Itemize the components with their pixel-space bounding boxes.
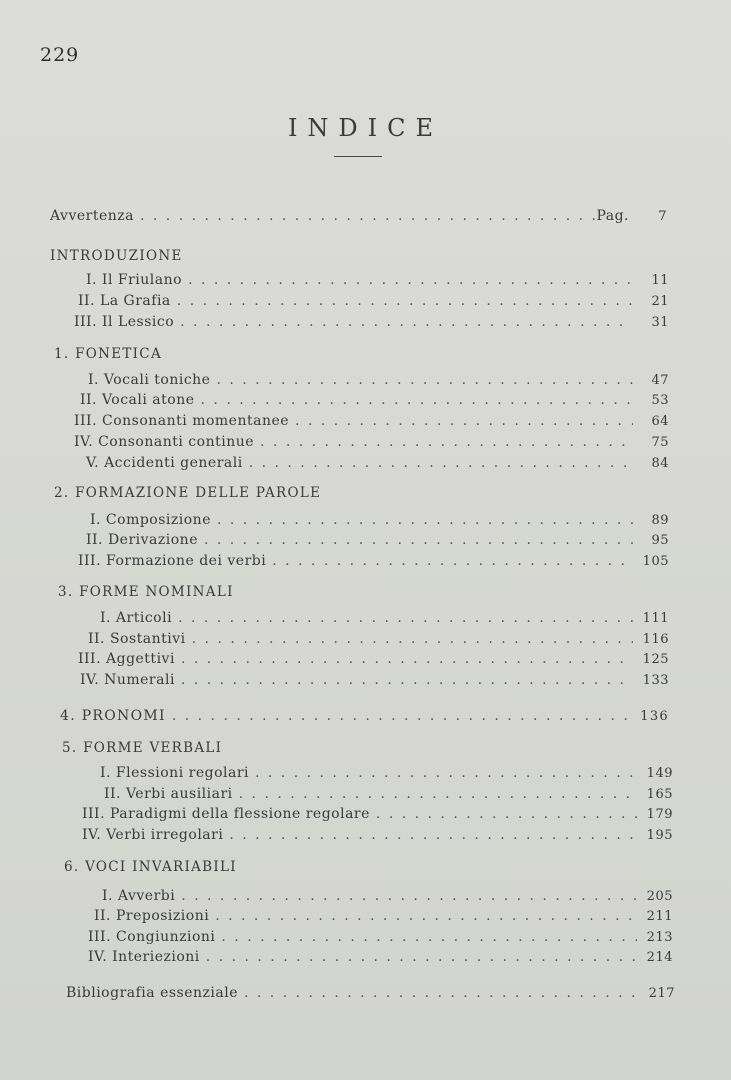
toc-entry-page: 95: [651, 533, 669, 548]
section-heading: 3. FORME NOMINALI: [58, 584, 234, 600]
toc-entry-page: 75: [651, 435, 669, 450]
dot-leader: [181, 672, 633, 688]
toc-entry-label: III. Paradigmi della flessione regolare: [82, 806, 370, 822]
section-heading: INTRODUZIONE: [50, 248, 183, 264]
toc-entry-page: 89: [651, 513, 669, 528]
dot-leader: [260, 434, 633, 450]
toc-entry-page: 149: [646, 766, 673, 781]
toc-entry-page: 211: [646, 909, 673, 924]
toc-entry-label: I. Avverbi: [102, 888, 176, 904]
toc-entry-bibliografia: [66, 985, 675, 1001]
dot-leader: [206, 949, 637, 965]
dot-leader: [239, 786, 637, 802]
toc-entry-label: III. Formazione dei verbi: [78, 553, 267, 569]
toc-entry-label: IV. Numerali: [80, 672, 175, 688]
toc-entry: [88, 631, 669, 647]
toc-entry-label: I. Articoli: [100, 610, 173, 626]
toc-entry-page: 214: [646, 950, 673, 965]
toc-entry-label: III. Aggettivi: [78, 651, 175, 667]
dot-leader: [272, 553, 633, 569]
dot-leader: [180, 314, 633, 330]
toc-entry-page: 105: [642, 554, 669, 569]
toc-entry-label: I. Composizione: [90, 512, 211, 528]
dot-leader: [181, 888, 637, 904]
toc-entry: [86, 272, 669, 288]
toc-entry-label: II. Preposizioni: [94, 908, 210, 924]
toc-entry: [74, 413, 669, 429]
toc-entry-page: 125: [642, 652, 669, 667]
toc-entry: [102, 888, 673, 904]
dot-leader: [192, 631, 633, 647]
toc-entry: [74, 314, 669, 330]
dot-leader: [172, 708, 633, 724]
toc-entry: [80, 672, 669, 688]
toc-entry-label: Bibliografia essenziale: [66, 985, 238, 1001]
toc-entry-label: II. Vocali atone: [80, 392, 195, 408]
toc-entry-page: 64: [651, 414, 669, 429]
toc-entry: [78, 293, 669, 309]
dot-leader: [249, 455, 633, 471]
dot-leader: [201, 392, 633, 408]
toc-entry-page: 195: [646, 828, 673, 843]
toc-entry-page: 53: [651, 393, 669, 408]
toc-entry: [86, 455, 669, 471]
toc-entry: [74, 434, 669, 450]
toc-entry-label: III. Congiunzioni: [88, 929, 216, 945]
toc-entry-label: II. Derivazione: [86, 532, 198, 548]
toc-entry: [86, 532, 669, 548]
toc-entry-page: 21: [651, 294, 669, 309]
dot-leader: [215, 908, 637, 924]
toc-entry: [88, 949, 673, 965]
toc-entry-label: IV. Interiezioni: [88, 949, 200, 965]
toc-entry-page: 116: [642, 632, 669, 647]
toc-entry-page: 136: [640, 709, 669, 724]
toc-entry-avvertenza: [50, 208, 667, 224]
dot-leader: [181, 651, 633, 667]
dot-leader: [376, 806, 637, 822]
toc-entry-page: 111: [642, 611, 669, 626]
toc-section-pronomi: [60, 708, 669, 724]
toc-entry: [104, 786, 673, 802]
toc-entry-page: 217: [648, 986, 675, 1001]
toc-entry-label: I. Il Friulano: [86, 272, 183, 288]
toc-entry-label: II. Verbi ausiliari: [104, 786, 233, 802]
dot-leader: [295, 413, 633, 429]
toc-entry-page: 47: [651, 373, 669, 388]
toc-entry-label: V. Accidenti generali: [86, 455, 243, 471]
dot-leader: [221, 929, 637, 945]
dot-leader: [204, 532, 633, 548]
toc-entry: [80, 392, 669, 408]
section-heading: 4. PRONOMI: [60, 708, 166, 724]
toc-entry-page: 7: [658, 209, 667, 224]
dot-leader: [255, 765, 637, 781]
toc-entry: [94, 908, 673, 924]
toc-entry: [88, 929, 673, 945]
toc-entry-page: 84: [651, 456, 669, 471]
toc-entry-page: 213: [646, 930, 673, 945]
page-title: INDICE: [287, 114, 444, 142]
section-heading: 1. FONETICA: [54, 346, 162, 362]
toc-entry-page: 205: [646, 889, 673, 904]
toc-entry-label: IV. Consonanti continue: [74, 434, 255, 450]
dot-leader: [188, 272, 633, 288]
page-number: 229: [40, 44, 80, 66]
dot-leader: [177, 293, 633, 309]
toc-entry: [78, 651, 669, 667]
dot-leader: [229, 827, 637, 843]
toc-entry-label: IV. Verbi irregolari: [82, 827, 224, 843]
toc-entry: [78, 553, 669, 569]
toc-entry: [82, 827, 673, 843]
toc-entry-label: Avvertenza: [50, 208, 134, 224]
title-rule: [334, 156, 382, 157]
dot-leader: [216, 372, 633, 388]
toc-entry-label: III. Consonanti momentanee: [74, 413, 290, 429]
dot-leader: [140, 208, 596, 224]
dot-leader: [244, 985, 639, 1001]
toc-entry-label: I. Flessioni regolari: [100, 765, 249, 781]
toc-entry: [88, 372, 669, 388]
toc-page-prefix: Pag.: [596, 208, 629, 224]
dot-leader: [178, 610, 633, 626]
toc-entry-page: 133: [642, 673, 669, 688]
section-heading: 5. FORME VERBALI: [62, 740, 223, 756]
toc-entry-page: 11: [651, 273, 669, 288]
toc-entry-page: 179: [646, 807, 673, 822]
toc-entry: [100, 765, 673, 781]
section-heading: 6. VOCI INVARIABILI: [64, 859, 237, 875]
toc-entry-label: III. Il Lessico: [74, 314, 175, 330]
toc-entry: [82, 806, 673, 822]
dot-leader: [217, 512, 633, 528]
toc-entry-label: I. Vocali toniche: [88, 372, 211, 388]
toc-entry: [90, 512, 669, 528]
toc-entry-page: 31: [651, 315, 669, 330]
section-heading: 2. FORMAZIONE DELLE PAROLE: [54, 485, 322, 501]
toc-entry-label: II. La Grafia: [78, 293, 171, 309]
toc-entry-label: II. Sostantivi: [88, 631, 186, 647]
toc-entry-page: 165: [646, 787, 673, 802]
toc-entry: [100, 610, 669, 626]
